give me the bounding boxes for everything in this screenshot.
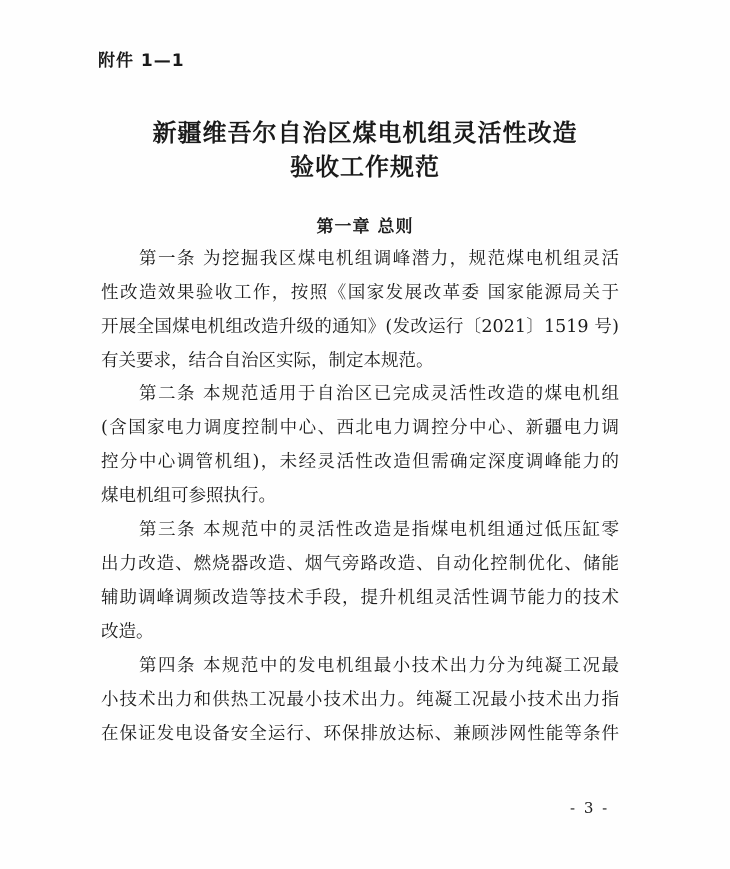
article-2-line-1: 第二条 本规范适用于自治区已完成灵活性改造的煤电机组 (139, 384, 619, 404)
article-4-line-3: 在保证发电设备安全运行、环保排放达标、兼顾涉网性能等条件 (101, 724, 619, 744)
article-3-line-4: 改造。 (101, 622, 154, 642)
article-4-line-1: 第四条 本规范中的发电机组最小技术出力分为纯凝工况最 (139, 656, 619, 676)
article-1-line-1: 第一条 为挖掘我区煤电机组调峰潜力，规范煤电机组灵活 (139, 249, 619, 269)
article-4-line-2: 小技术出力和供热工况最小技术出力。纯凝工况最小技术出力指 (101, 690, 619, 710)
document-title-line-1: 新疆维吾尔自治区煤电机组灵活性改造 (152, 118, 578, 147)
page-number: - 3 - (570, 799, 610, 817)
article-2-line-4: 煤电机组可参照执行。 (101, 486, 276, 506)
chapter-heading: 第一章 总则 (316, 217, 414, 237)
article-1-line-3: 开展全国煤电机组改造升级的通知》(发改运行〔2021〕1519 号) (101, 317, 619, 337)
article-2-line-2: (含国家电力调度控制中心、西北电力调控分中心、新疆电力调 (101, 418, 619, 438)
document-title-line-2: 验收工作规范 (290, 152, 440, 181)
article-1-line-2: 性改造效果验收工作，按照《国家发展改革委 国家能源局关于 (101, 283, 619, 303)
article-1-line-4: 有关要求，结合自治区实际，制定本规范。 (101, 351, 434, 371)
article-3-line-3: 辅助调峰调频改造等技术手段，提升机组灵活性调节能力的技术 (101, 588, 619, 608)
attachment-label: 附件 1—1 (98, 51, 185, 71)
article-3-line-1: 第三条 本规范中的灵活性改造是指煤电机组通过低压缸零 (139, 520, 619, 540)
article-2-line-3: 控分中心调管机组)，未经灵活性改造但需确定深度调峰能力的 (101, 452, 619, 472)
article-3-line-2: 出力改造、燃烧器改造、烟气旁路改造、自动化控制优化、储能 (101, 554, 619, 574)
